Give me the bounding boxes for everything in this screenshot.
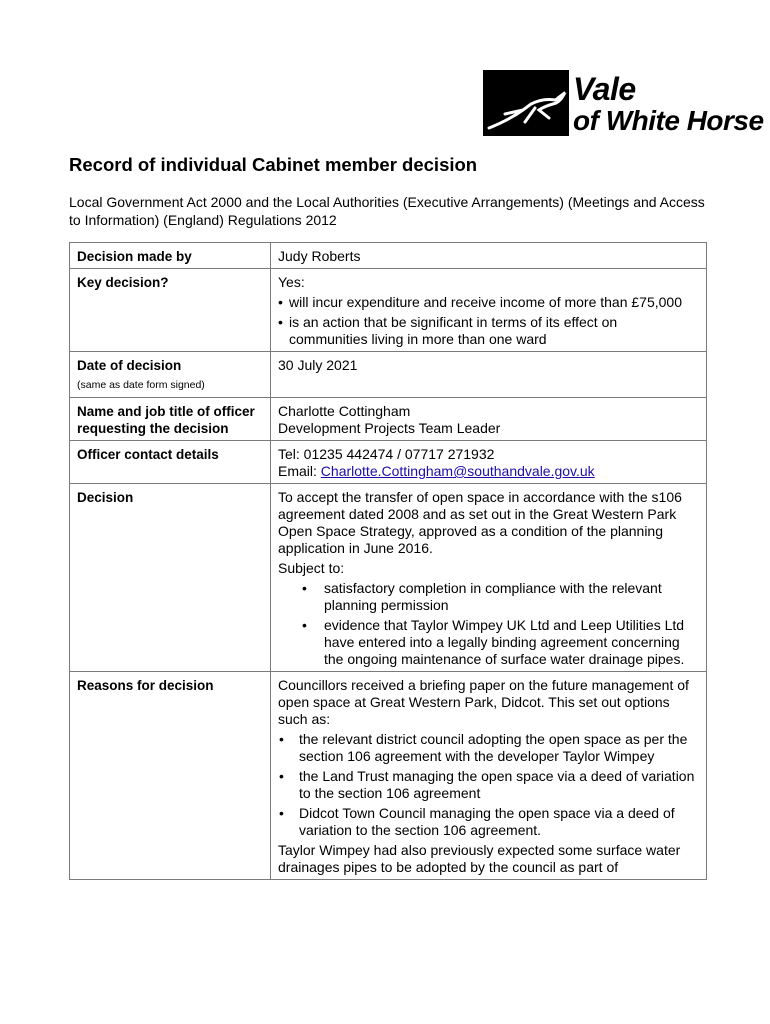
row-label: Key decision? [70, 269, 271, 352]
decision-date: 30 July 2021 [271, 352, 707, 398]
officer-email-link[interactable]: Charlotte.Cottingham@southandvale.gov.uk [320, 463, 595, 479]
date-note: (same as date form signed) [77, 379, 205, 391]
decision-text: To accept the transfer of open space in accordance with the s106 agreement dated 2008 and as set out in the Great Western Park Open Space Strategy, approved as a condition of the planning application in June 2016. [278, 489, 682, 556]
row-label: Name and job title of officer requesting the decision [70, 398, 271, 441]
logo-line-2: of White Horse [573, 105, 764, 136]
email-prefix: Email: [278, 463, 321, 479]
officer-job-title: Development Projects Team Leader [278, 420, 501, 436]
council-logo [483, 70, 764, 136]
decision-value [271, 484, 707, 672]
table-row [70, 352, 707, 398]
reasons-text-continued: Taylor Wimpey had also previously expected some surface water drainages pipes to be adopted by the council as part of [278, 842, 681, 875]
white-horse-emblem [483, 70, 569, 136]
table-row [70, 269, 707, 352]
table-row [70, 441, 707, 484]
table-row [70, 672, 707, 880]
logo-wordmark [573, 71, 764, 136]
reasons-options [278, 731, 699, 839]
key-decision-bullets [278, 294, 699, 348]
row-label: Decision made by [70, 243, 271, 269]
decision-conditions [278, 580, 699, 668]
row-label: Decision [70, 484, 271, 672]
logo-line-1: Vale [573, 71, 636, 107]
key-decision-answer: Yes: [278, 274, 305, 290]
officer-telephone: Tel: 01235 442474 / 07717 271932 [278, 446, 495, 462]
date-label: Date of decision [77, 358, 182, 373]
officer-email-line [278, 463, 699, 480]
list-item: • the relevant district council adopting the open space as per the section 106 agreement with the developer Taylor Wimpey [278, 731, 699, 765]
key-decision-value [271, 269, 707, 352]
list-item: • is an action that be significant in terms of its effect on communities living in more than one ward [278, 314, 699, 348]
page-title: Record of individual Cabinet member decision [69, 154, 478, 175]
list-item: • evidence that Taylor Wimpey UK Ltd and Leep Utilities Ltd have entered into a legally binding agreement concerning the ongoing maintenance of surface water drainage pipes. [278, 617, 699, 668]
officer-name: Charlotte Cottingham [278, 403, 411, 419]
row-label: Reasons for decision [70, 672, 271, 880]
list-item: • the Land Trust managing the open space via a deed of variation to the section 106 agreement [278, 768, 699, 802]
table-row [70, 398, 707, 441]
table-row [70, 243, 707, 269]
list-item: • Didcot Town Council managing the open space via a deed of variation to the section 106 agreement. [278, 805, 699, 839]
decision-maker: Judy Roberts [271, 243, 707, 269]
row-label: Officer contact details [70, 441, 271, 484]
white-horse-icon [483, 70, 569, 136]
list-item: • satisfactory completion in compliance with the relevant planning permission [278, 580, 699, 614]
table-row [70, 484, 707, 672]
decision-record-table [69, 242, 707, 880]
row-label [70, 352, 271, 398]
contact-value [271, 441, 707, 484]
reasons-value [271, 672, 707, 880]
list-item: • will incur expenditure and receive income of more than £75,000 [278, 294, 699, 311]
reasons-text: Councillors received a briefing paper on the future management of open space at Great Western Park, Didcot. This set out options such as: [278, 677, 689, 727]
subject-to-label: Subject to: [278, 560, 345, 576]
legislation-subtitle: Local Government Act 2000 and the Local Authorities (Executive Arrangements) (Meetings and Access to Information) (England) Regulations 2012 [69, 194, 705, 228]
officer-value [271, 398, 707, 441]
